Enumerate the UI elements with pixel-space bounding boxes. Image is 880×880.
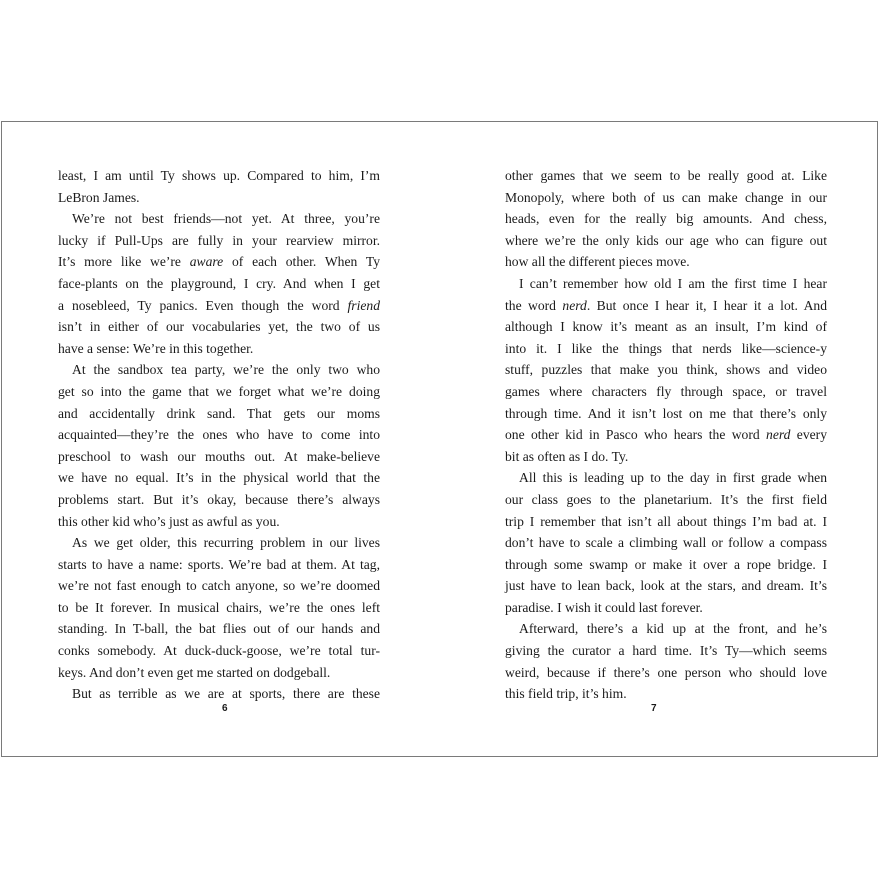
text-line: other games that we seem to be really good at. Like xyxy=(505,168,827,183)
left-page-number: 6 xyxy=(222,703,228,714)
text-line: bit as often as I do. Ty. xyxy=(505,448,629,464)
italic-word: nerd xyxy=(766,427,791,443)
right-page-number: 7 xyxy=(651,703,657,714)
text-segment: It’s more like we’re xyxy=(58,254,190,270)
text-line: problems start. But it’s okay, because there’s always xyxy=(58,491,380,507)
text-line: to be It forever. In musical chairs, we’re the ones left xyxy=(58,599,380,615)
text-line: I can’t remember how old I am the first time I hear xyxy=(519,275,827,291)
text-line: At the sandbox tea party, we’re the only two who xyxy=(72,362,380,378)
right-page-text xyxy=(505,165,827,705)
text-line: Monopoly, where both of us can make change in our xyxy=(505,189,827,205)
text-line: preschool to wash our mouths out. At make-believe xyxy=(58,448,380,464)
text-line: All this is leading up to the day in first grade when xyxy=(519,470,827,486)
text-line xyxy=(58,251,380,273)
text-line: through time. And it isn’t lost on me that there’s only xyxy=(505,405,827,421)
text-line: acquainted—they’re the ones who have to come into xyxy=(58,427,380,443)
text-line: trip I remember that isn’t all about things I’m bad at. I xyxy=(505,513,827,529)
text-line: stuff, puzzles that make you think, shows and video xyxy=(505,362,827,378)
text-line: our class goes to the planetarium. It’s the first field xyxy=(505,491,827,507)
text-line: where we’re the only kids our age who can figure out xyxy=(505,232,827,248)
text-line xyxy=(505,295,827,317)
text-segment: . But once I hear it, I hear it a lot. And xyxy=(586,297,827,313)
text-line: Afterward, there’s a kid up at the front, and he’s xyxy=(519,621,827,637)
text-line: we’re not fast enough to catch anyone, so we’re doomed xyxy=(58,578,380,594)
text-line: isn’t in either of our vocabularies yet, the two of us xyxy=(58,319,380,335)
text-line: don’t have to scale a climbing wall or follow a compass xyxy=(505,535,827,551)
text-line: this field trip, it’s him. xyxy=(505,686,627,702)
text-line: But as terrible as we are at sports, there are these xyxy=(72,686,380,702)
text-line: just have to lean back, look at the stars, and dream. It’s xyxy=(505,578,827,594)
text-segment: of each other. When Ty xyxy=(223,254,380,270)
text-line: keys. And don’t even get me started on dodgeball. xyxy=(58,664,331,680)
italic-word: nerd xyxy=(562,297,587,313)
text-line: starts to have a name: sports. We’re bad at them. At tag, xyxy=(58,556,380,572)
text-line: get so into the game that we forget what we’re doing xyxy=(58,383,380,399)
text-line: paradise. I wish it could last forever. xyxy=(505,599,703,615)
text-line: although I know it’s meant as an insult, I’m kind of xyxy=(505,319,827,335)
text-line: heads, even for the really big amounts. And chess, xyxy=(505,211,827,227)
italic-word: aware xyxy=(189,254,224,270)
text-line: face-plants on the playground, I cry. And when I get xyxy=(58,275,380,291)
text-line: have a sense: We’re in this together. xyxy=(58,340,254,356)
text-line: giving the curator a hard time. It’s Ty—which seems xyxy=(505,643,827,659)
text-line: this other kid who’s just as awful as you. xyxy=(58,513,280,529)
text-segment: a nosebleed, Ty panics. Even though the word xyxy=(58,297,348,313)
text-line xyxy=(505,424,827,446)
text-segment: the word xyxy=(505,297,563,313)
text-line: standing. In T-ball, the bat flies out of our hands and xyxy=(58,621,380,637)
text-line: As we get older, this recurring problem in our lives xyxy=(72,535,380,551)
text-segment: every xyxy=(790,427,827,443)
text-segment: one other kid in Pasco who hears the word xyxy=(505,427,767,443)
book-spread xyxy=(1,121,878,757)
left-page-text xyxy=(58,165,380,705)
italic-word: friend xyxy=(347,297,380,313)
text-line xyxy=(58,295,380,317)
text-line: LeBron James. xyxy=(58,189,140,205)
text-line: games where characters fly through space, or travel xyxy=(505,383,827,399)
text-line: how all the different pieces move. xyxy=(505,254,690,270)
text-line: conks somebody. At duck-duck-goose, we’re total tur- xyxy=(58,643,380,659)
text-line: we have no equal. It’s in the physical world that the xyxy=(58,470,380,486)
text-line: through some swamp or make it over a rope bridge. I xyxy=(505,556,827,572)
text-line: We’re not best friends—not yet. At three, you’re xyxy=(72,211,380,227)
text-line: lucky if Pull-Ups are fully in your rearview mirror. xyxy=(58,232,380,248)
text-line: least, I am until Ty shows up. Compared to him, I’m xyxy=(58,168,380,183)
text-line: into it. I like the things that nerds like—science-y xyxy=(505,340,827,356)
text-line: weird, because if there’s one person who should love xyxy=(505,664,827,680)
text-line: and accidentally drink sand. That gets our moms xyxy=(58,405,380,421)
